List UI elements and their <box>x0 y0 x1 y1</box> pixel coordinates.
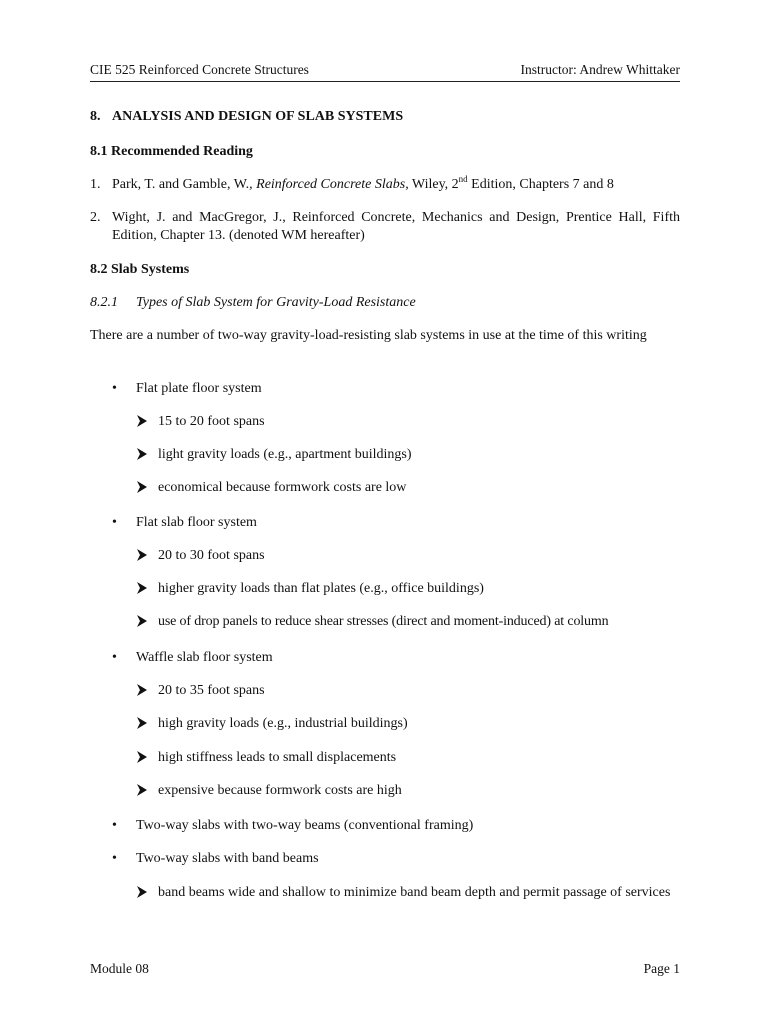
arrow-bullet-icon <box>136 885 148 899</box>
arrow-bullet-icon <box>136 683 148 697</box>
chapter-number: 8. <box>90 109 101 124</box>
reference-authors: Park, T. and Gamble, W., <box>112 177 257 192</box>
reference-text: Wight, J. and MacGregor, J., Reinforced Concrete, Mechanics and Design, Prentice Hall, Fifth Edition, Chapter 13. (denoted WM hereafter) <box>112 210 680 243</box>
sub-item-text: light gravity loads (e.g., apartment buildings) <box>158 447 412 462</box>
reference-number: 2. <box>90 210 101 225</box>
sub-item-text: higher gravity loads than flat plates (e.g., office buildings) <box>158 581 484 596</box>
subsection-title: Types of Slab System for Gravity-Load Resistance <box>136 295 416 310</box>
slab-systems-heading: 8.2 Slab Systems <box>90 262 190 277</box>
document-page <box>90 0 680 1024</box>
reading-heading: 8.1 Recommended Reading <box>90 144 253 159</box>
reference-superscript: nd <box>458 174 468 184</box>
instructor-name: Instructor: Andrew Whittaker <box>520 62 680 77</box>
subsection-heading <box>90 294 680 312</box>
bullet-icon: • <box>112 818 117 833</box>
system-label: Two-way slabs with band beams <box>136 851 319 866</box>
system-label: Flat slab floor system <box>136 515 257 530</box>
sub-item-text: 20 to 30 foot spans <box>158 548 265 563</box>
arrow-bullet-icon <box>136 783 148 797</box>
sub-item-text: 15 to 20 foot spans <box>158 414 265 429</box>
sub-item-text: high gravity loads (e.g., industrial buildings) <box>158 716 408 731</box>
sub-item-text: high stiffness leads to small displacements <box>158 750 397 765</box>
system-label: Waffle slab floor system <box>136 650 273 665</box>
reference-item <box>90 209 680 249</box>
reference-publisher: , Wiley, 2 <box>405 177 459 192</box>
sub-item-text: use of drop panels to reduce shear stresses (direct and moment-induced) at column <box>158 614 609 629</box>
sub-list-item <box>136 884 680 922</box>
system-label: Flat plate floor system <box>136 381 262 396</box>
sub-item-text: expensive because formwork costs are high <box>158 783 402 798</box>
reference-text <box>112 176 680 194</box>
arrow-bullet-icon <box>136 548 148 562</box>
arrow-bullet-icon <box>136 447 148 461</box>
page-footer <box>90 960 680 978</box>
arrow-bullet-icon <box>136 581 148 595</box>
course-title: CIE 525 Reinforced Concrete Structures <box>90 62 309 77</box>
arrow-bullet-icon <box>136 480 148 494</box>
sub-item-text: band beams wide and shallow to minimize band beam depth and permit passage of services <box>158 885 671 900</box>
system-label: Two-way slabs with two-way beams (conventional framing) <box>136 818 474 833</box>
bullet-icon: • <box>112 650 117 665</box>
arrow-bullet-icon <box>136 614 148 628</box>
bullet-icon: • <box>112 851 117 866</box>
sub-item-text: economical because formwork costs are low <box>158 480 407 495</box>
reference-number: 1. <box>90 177 101 192</box>
bullet-icon: • <box>112 515 117 530</box>
page-number: Page 1 <box>643 961 680 976</box>
sub-item-text: 20 to 35 foot spans <box>158 683 265 698</box>
arrow-bullet-icon <box>136 414 148 428</box>
arrow-bullet-icon <box>136 750 148 764</box>
intro-paragraph: There are a number of two-way gravity-load-resisting slab systems in use at the time of this writing <box>90 328 647 343</box>
bullet-icon: • <box>112 381 117 396</box>
reference-rest: Edition, Chapters 7 and 8 <box>467 177 614 192</box>
page-header <box>90 61 680 82</box>
subsection-number: 8.2.1 <box>90 295 118 310</box>
module-label: Module 08 <box>90 961 149 976</box>
arrow-bullet-icon <box>136 716 148 730</box>
chapter-title: ANALYSIS AND DESIGN OF SLAB SYSTEMS <box>112 109 404 124</box>
chapter-heading <box>90 108 680 126</box>
reference-title: Reinforced Concrete Slabs <box>256 177 406 192</box>
